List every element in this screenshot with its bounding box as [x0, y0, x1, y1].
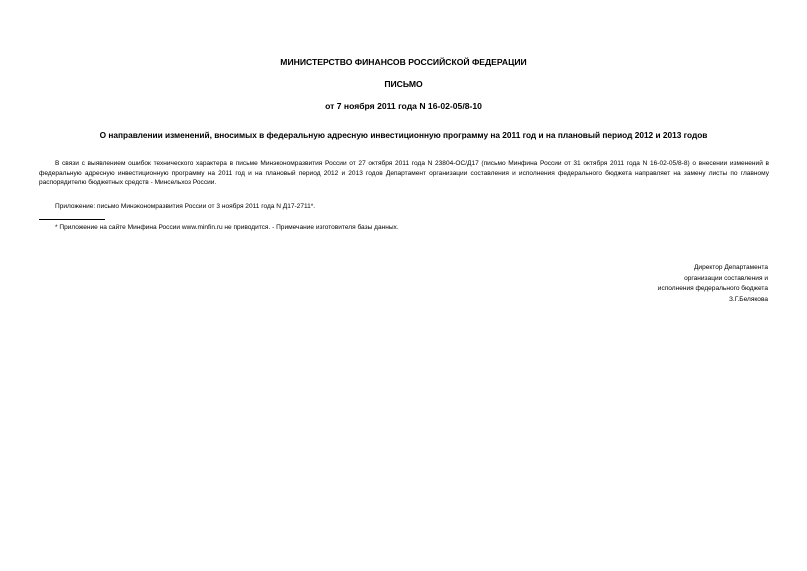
signature-title-line-1: Директор Департамента	[694, 264, 768, 271]
footnote-text: * Приложение на сайте Минфина России www.minfin.ru не приводится. - Примечание изготовителя базы данных.	[55, 224, 399, 231]
signatory-name: З.Г.Белякова	[728, 295, 768, 303]
signature-title-line-2: организации составления и	[684, 274, 768, 282]
document-subject: О направлении изменений, вносимых в федеральную адресную инвестиционную программу на 2011 год и на плановый период 2012 и 2013 годов	[99, 130, 708, 140]
document-type-heading: ПИСЬМО	[384, 79, 423, 89]
footnote-divider	[39, 219, 105, 220]
body-paragraph: В связи с выявлением ошибок технического характера в письме Минэкономразвития России от 27 октября 2011 года N 23804-ОС/Д17 (письмо Минфина России от 31 октября 2011 года N 16-02-05/8-8) о внесении изменений в федеральную адресную инвестиционную программу на 2011 год и на плановый период 2012 и 2013 годов Департамент организации составления и исполнения федерального бюджета направляет на замену листы по главному распорядителю бюджетных средств - Минсельхоз России.	[39, 160, 769, 187]
signature-block	[658, 263, 768, 305]
attachment-line: Приложение: письмо Минэкономразвития России от 3 ноября 2011 года N Д17-2711*.	[55, 203, 316, 210]
ministry-heading: МИНИСТЕРСТВО ФИНАНСОВ РОССИЙСКОЙ ФЕДЕРАЦИИ	[280, 57, 527, 67]
document-date-number: от 7 ноября 2011 года N 16-02-05/8-10	[325, 101, 482, 111]
signature-title-line-3: исполнения федерального бюджета	[657, 285, 768, 292]
